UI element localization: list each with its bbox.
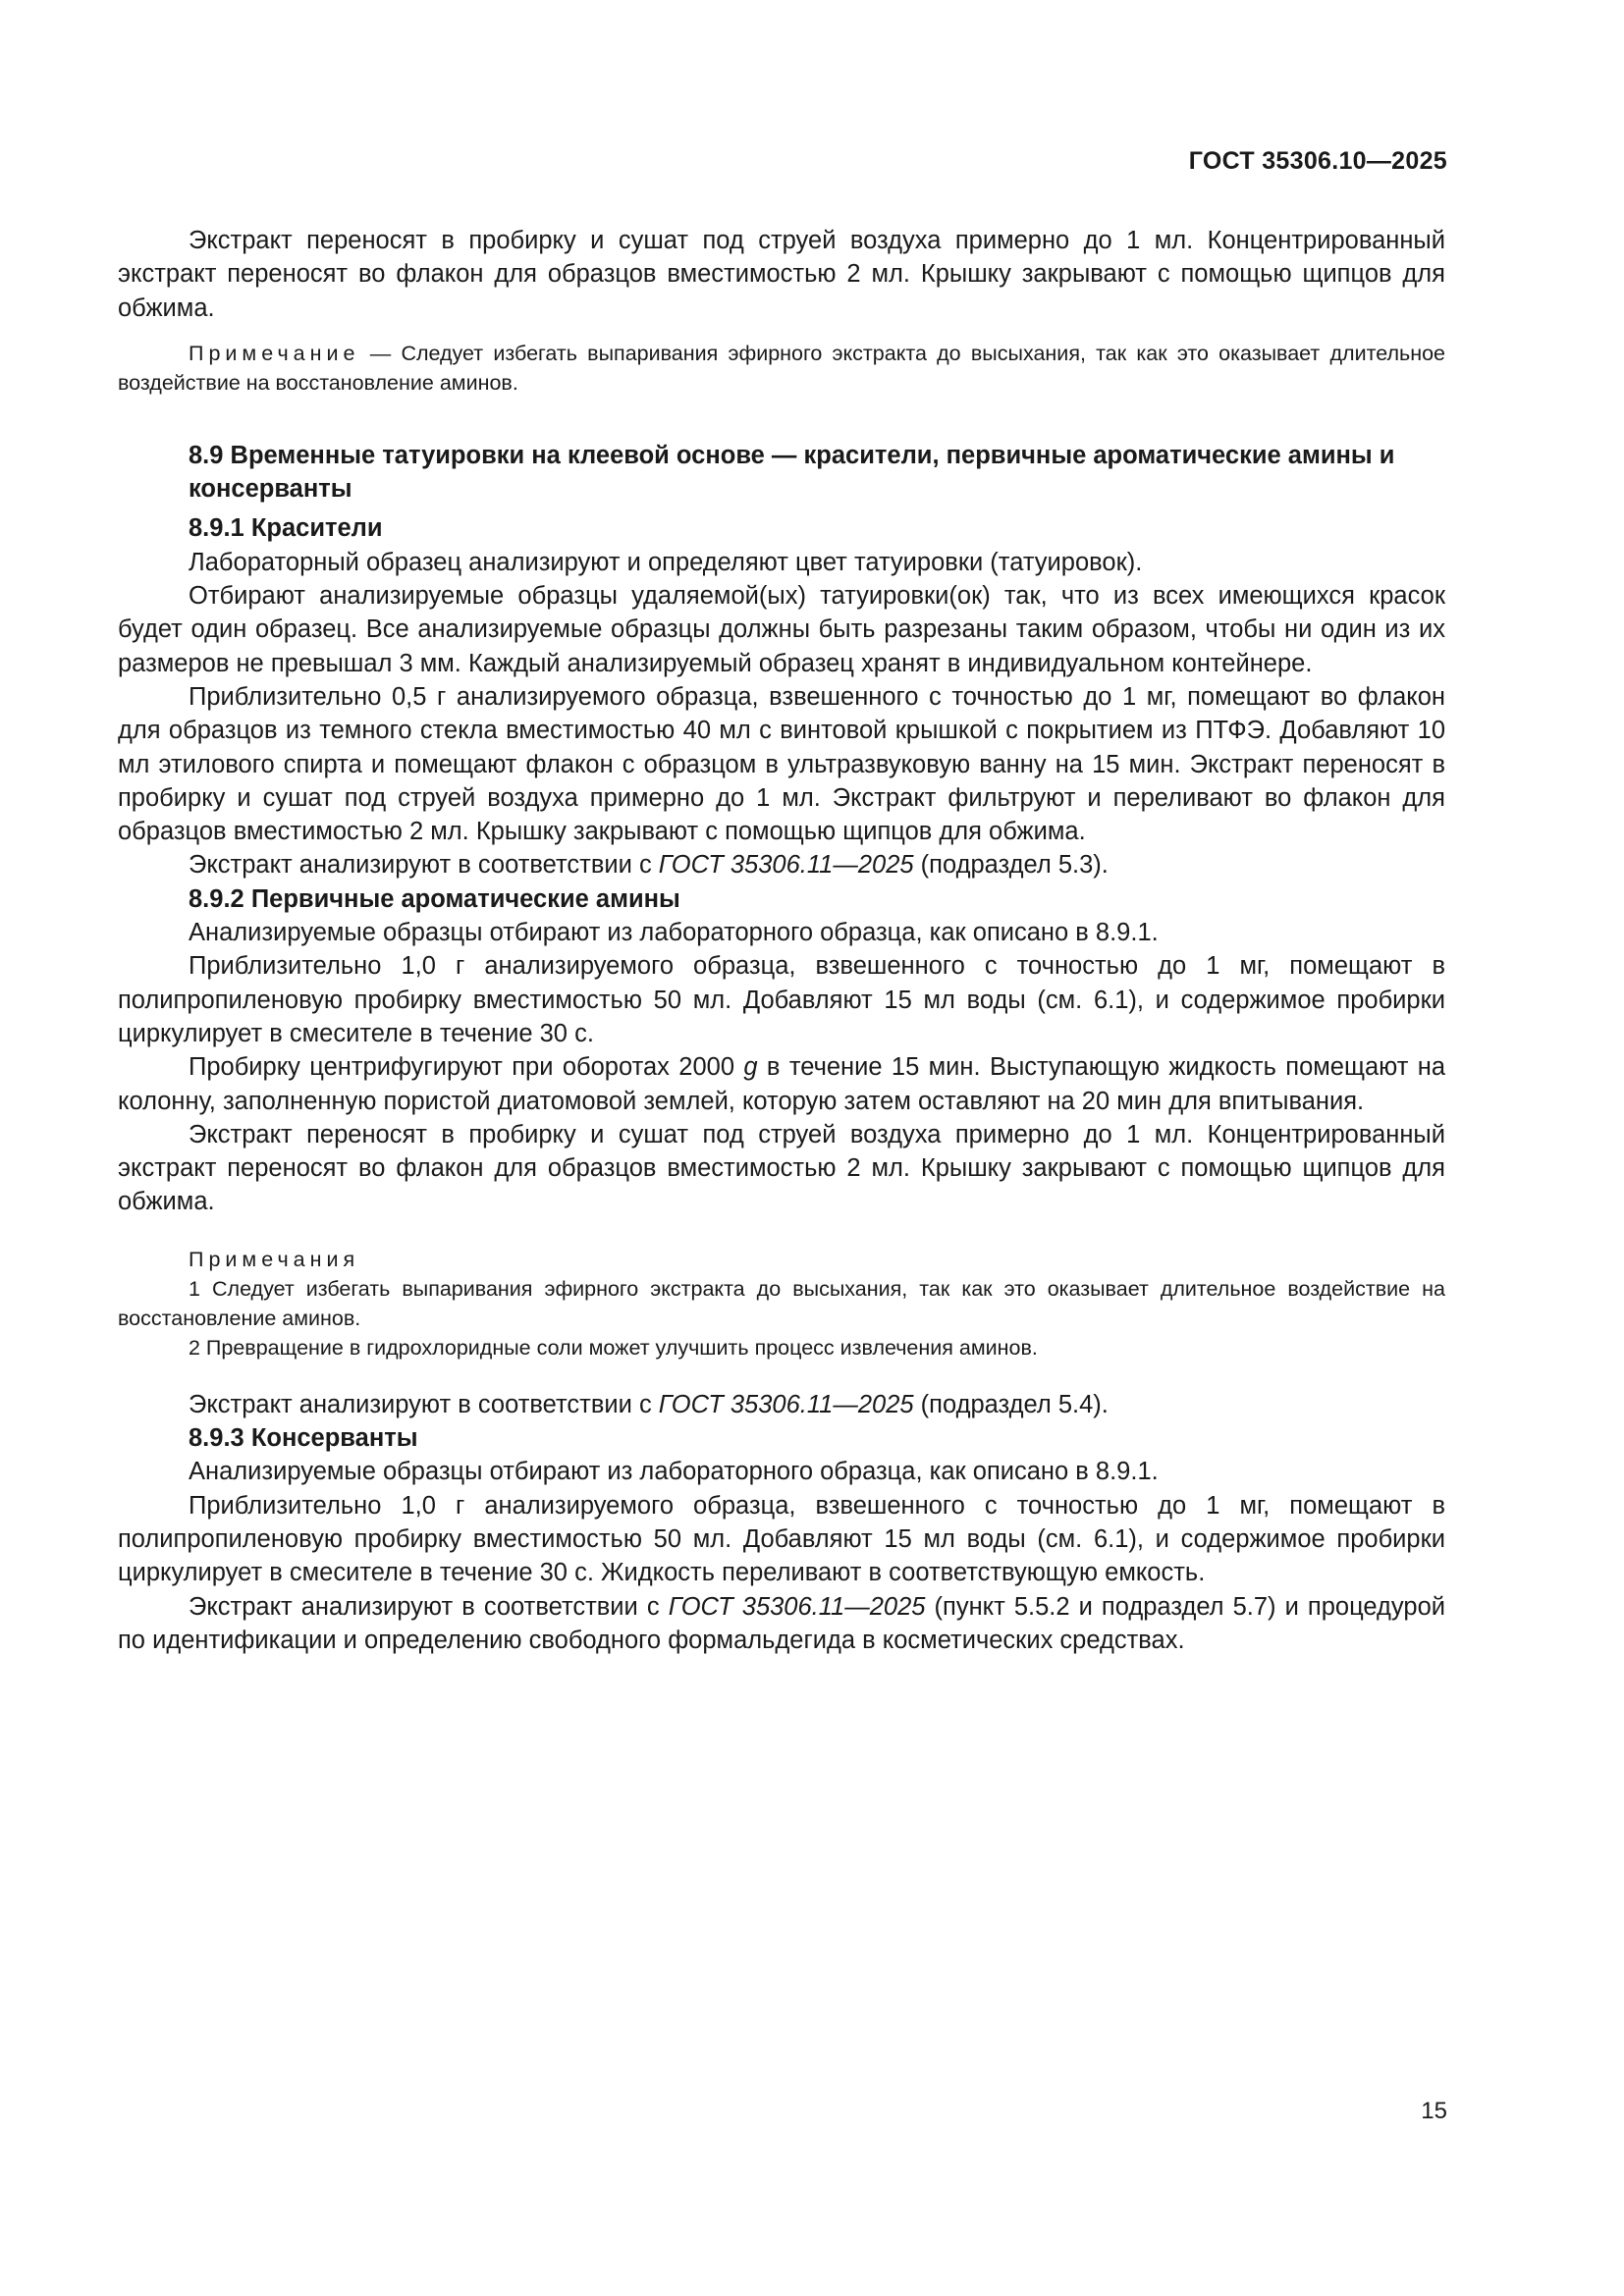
paragraph: Пробирку центрифугируют при оборотах 2000 g в течение 15 мин. Выступающую жидкость помещают на колонну, заполненную пористой диатомовой землей, которую затем оставляют на 20 мин для впитывания. (118, 1053, 1445, 1115)
section-title: Консерванты (250, 1424, 418, 1453)
standard-reference: ГОСТ 35306.11—2025 (658, 851, 914, 880)
section-number: 8.9.3 (189, 1424, 244, 1453)
unit-symbol: g (743, 1053, 758, 1082)
note-text: — Следует избегать выпаривания эфирного экстракта до высыхания, так как это оказывает длительное воздействие на восстановление аминов. (118, 341, 1445, 395)
paragraph: Приблизительно 1,0 г анализируемого образца, взвешенного с точностью до 1 мг, помещают в полипропиленовую пробирку вместимостью 50 мл. Добавляют 15 мл воды (см. 6.1), и содержимое пробирки циркулирует в смесителе в течение 30 с. (118, 952, 1445, 1047)
paragraph: Лабораторный образец анализируют и определяют цвет татуировки (татуировок). (189, 548, 1143, 576)
note-item: 1 Следует избегать выпаривания эфирного экстракта до высыхания, так как это оказывает длительное воздействие на восстановление аминов. (118, 1276, 1445, 1330)
note-label: Примечание (189, 341, 360, 365)
section-number: 8.9.2 (189, 884, 244, 913)
section-title: Красители (250, 514, 383, 543)
paragraph: Приблизительно 1,0 г анализируемого образца, взвешенного с точностью до 1 мг, помещают в полипропиленовую пробирку вместимостью 50 мл. Добавляют 15 мл воды (см. 6.1), и содержимое пробирки циркулирует в смесителе в течение 30 с. Жидкость переливают в соответствующую емкость. (118, 1491, 1445, 1587)
paragraph: Экстракт переносят в пробирку и сушат под струей воздуха примерно до 1 мл. Концентрированный экстракт переносят во флакон для образцов вместимостью 2 мл. Крышку закрывают с помощью щипцов для обжима. (118, 1120, 1445, 1216)
section-number: 8.9.1 (189, 514, 244, 543)
page-content (118, 224, 1445, 1657)
notes-title: Примечания (189, 1247, 360, 1271)
section-8-9-3-heading (118, 1421, 1445, 1455)
note-1 (118, 339, 1445, 398)
section-8-9-heading (118, 439, 1445, 507)
standard-reference: ГОСТ 35306.11—2025 (658, 1390, 914, 1418)
paragraph-intro: Экстракт переносят в пробирку и сушат под струей воздуха примерно до 1 мл. Концентрированный экстракт переносят во флакон для образцов вместимостью 2 мл. Крышку закрывают с помощью щипцов для обжима. (118, 227, 1445, 322)
section-8-9-1-heading (118, 511, 1445, 545)
paragraph: Анализируемые образцы отбирают из лабораторного образца, как описано в 8.9.1. (189, 919, 1159, 947)
paragraph: Экстракт анализируют в соответствии с ГОСТ 35306.11—2025 (подраздел 5.3). (189, 851, 1109, 880)
document-id: ГОСТ 35306.10—2025 (1188, 147, 1447, 175)
section-title: Временные татуировки на клеевой основе — красители, первичные ароматические амины и консерванты (189, 441, 1395, 504)
note-item: 2 Превращение в гидрохлоридные соли может улучшить процесс извлечения аминов. (189, 1335, 1038, 1360)
page-number: 15 (1421, 2098, 1447, 2124)
paragraph: Экстракт анализируют в соответствии с ГОСТ 35306.11—2025 (подраздел 5.4). (189, 1390, 1109, 1418)
paragraph: Экстракт анализируют в соответствии с ГОСТ 35306.11—2025 (пункт 5.5.2 и подраздел 5.7) и процедурой по идентификации и определению свободного формальдегида в косметических средствах. (118, 1592, 1445, 1654)
standard-reference: ГОСТ 35306.11—2025 (668, 1592, 926, 1621)
section-number: 8.9 (189, 441, 224, 469)
paragraph: Приблизительно 0,5 г анализируемого образца, взвешенного с точностью до 1 мг, помещают во флакон для образцов из темного стекла вместимостью 40 мл с винтовой крышкой с покрытием из ПТФЭ. Добавляют 10 мл этилового спирта и помещают флакон с образцом в ультразвуковую ванну на 15 мин. Экстракт переносят в пробирку и сушат под струей воздуха примерно до 1 мл. Экстракт фильтруют и переливают во флакон для образцов вместимостью 2 мл. Крышку закрывают с помощью щипцов для обжима. (118, 682, 1445, 846)
paragraph: Анализируемые образцы отбирают из лабораторного образца, как описано в 8.9.1. (189, 1458, 1159, 1486)
section-8-9-2-heading (118, 882, 1445, 916)
paragraph: Отбирают анализируемые образцы удаляемой(ых) татуировки(ок) так, что из всех имеющихся красок будет один образец. Все анализируемые образцы должны быть разрезаны таким образом, чтобы ни один из их размеров не превышал 3 мм. Каждый анализируемый образец хранят в индивидуальном контейнере. (118, 582, 1445, 677)
section-title: Первичные ароматические амины (250, 884, 680, 913)
